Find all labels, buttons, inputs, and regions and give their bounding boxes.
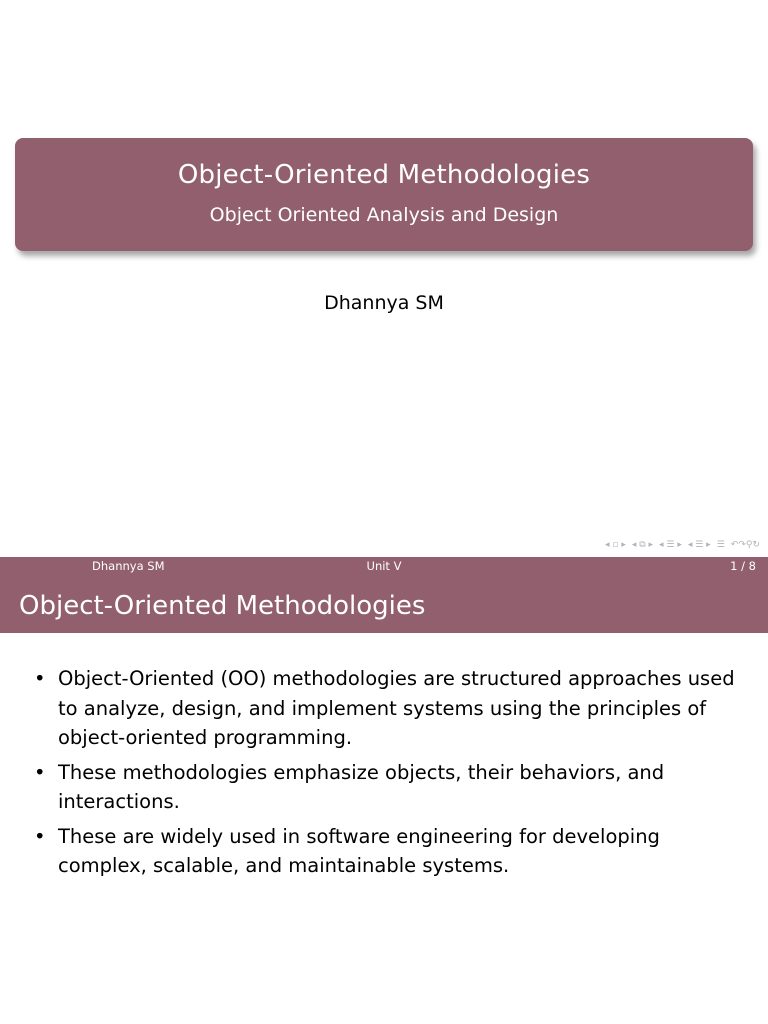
bullet-text: Object-Oriented (OO) methodologies are structured approaches used to analyze, design, and implement systems using the principles of object-oriented programming. bbox=[58, 667, 735, 749]
footer-author: Dhannya SM bbox=[92, 559, 165, 573]
author-name: Dhannya SM bbox=[324, 292, 444, 314]
title-box bbox=[15, 138, 753, 251]
navigation-bar bbox=[605, 538, 760, 552]
align-icon[interactable]: ☰ bbox=[716, 540, 725, 550]
bullet-list bbox=[30, 664, 745, 886]
bullet-icon: • bbox=[34, 667, 46, 690]
bullet-icon: • bbox=[34, 824, 46, 848]
list-item bbox=[30, 758, 745, 817]
arrow-left-icon[interactable]: ◂ ▫ ▸ bbox=[605, 540, 626, 550]
footer-unit: Unit V bbox=[366, 559, 402, 573]
footer-bar bbox=[0, 557, 768, 577]
bullet-text: These are widely used in software engineering for developing complex, scalable, and maintainable systems. bbox=[58, 824, 660, 877]
section-icon[interactable]: ◂ ☰ ▸ bbox=[687, 540, 711, 550]
subsection-icon[interactable]: ◂ ☰ ▸ bbox=[659, 540, 682, 550]
list-item bbox=[30, 822, 745, 881]
frame-title: Object-Oriented Methodologies bbox=[19, 591, 426, 621]
list-item bbox=[30, 664, 745, 753]
frame-title-bar bbox=[0, 577, 768, 633]
bullet-text: These methodologies emphasize objects, their behaviors, and interactions. bbox=[58, 760, 665, 813]
frame-icon[interactable]: ◂ ⧉ ▸ bbox=[631, 540, 654, 550]
presentation-subtitle: Object Oriented Analysis and Design bbox=[209, 204, 559, 226]
presentation-title: Object-Oriented Methodologies bbox=[177, 160, 591, 190]
footer-page-number: 1 / 8 bbox=[730, 559, 756, 573]
bullet-icon: • bbox=[34, 760, 46, 784]
search-icon[interactable]: ↶↷⚲↻ bbox=[730, 540, 760, 550]
